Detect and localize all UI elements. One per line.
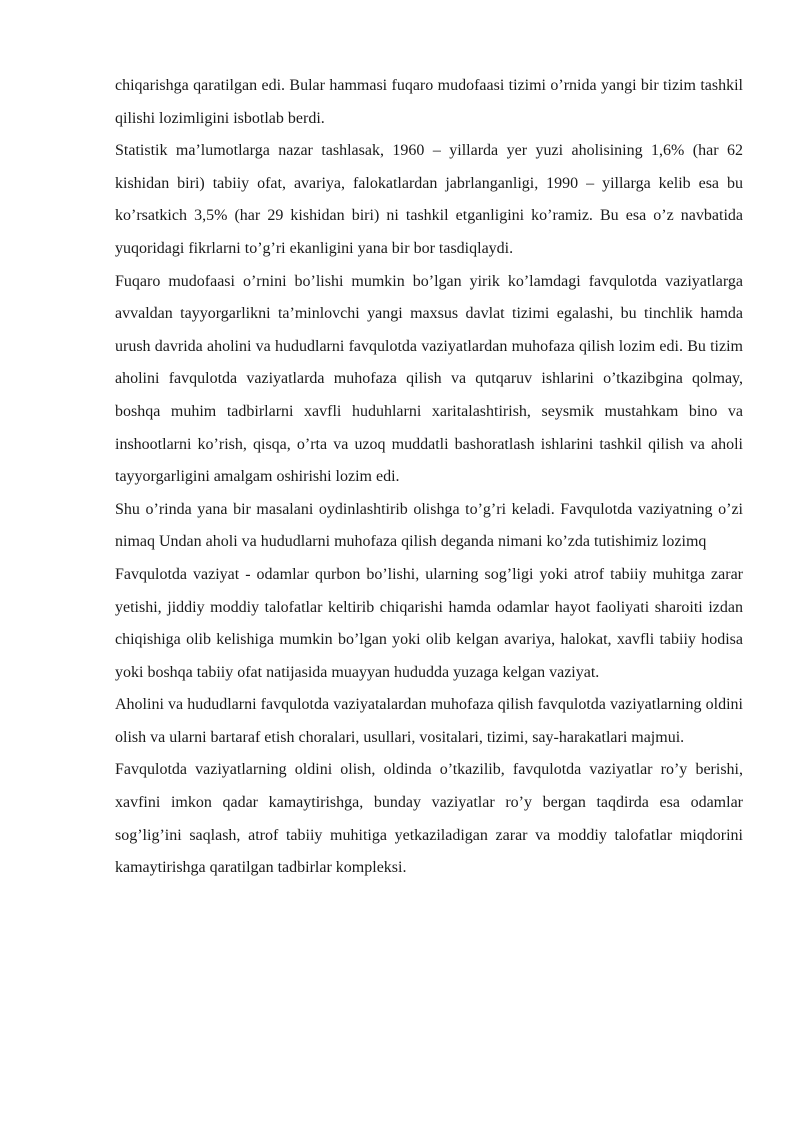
paragraph-protection-definition: Aholini va hududlarni favqulotda vaziyatalardan muhofaza qilish favqulotda vaziyatlarning oldini olish va ularni bartaraf etish choralari, usullari, vositalari, tizimi, say-harakatlari majmui.: [115, 696, 743, 746]
paragraph-continuation: chiqarishga qaratilgan edi. Bular hammasi fuqaro mudofaasi tizimi o’rnida yangi bir tizim tashkil qilishi lozimligini isbotlab berdi.: [115, 77, 743, 127]
paragraph-statistics: Statistik ma’lumotlarga nazar tashlasak, 1960 – yillarda yer yuzi aholisining 1,6% (har 62 kishidan biri) tabiiy ofat, avariya, falokatlardan jabrlanganligi, 1990 – yillarga kelib esa bu ko’rsatkich 3,5% (har 29 kishidan biri) ni tashkil etganligini ko’ramiz. Bu esa o’z navbatida yuqoridagi fikrlarni to’g’ri ekanligini yana bir bor tasdiqlaydi.: [115, 142, 743, 257]
document-body: [115, 70, 743, 885]
paragraph-new-system: Fuqaro mudofaasi o’rnini bo’lishi mumkin bo’lgan yirik ko’lamdagi favqulotda vaziyatlarga avvaldan tayyorgarlikni ta’minlovchi yangi maxsus davlat tizimi egalashi, bu tinchlik hamda urush davrida aholini va hududlarni favqulotda vaziyatlardan muhofaza qilish lozim edi. Bu tizim aholini favqulotda vaziyatlarda muhofaza qilish va qutqaruv ishlarini o’tkazibgina qolmay, boshqa muhim tadbirlarni xavfli huduhlarni xaritalashtirish, seysmik mustahkam bino va inshootlarni ko’rish, qisqa, o’rta va uzoq muddatli bashoratlash ishlarini tashkil qilish va aholi tayyorgarligini amalgam oshirishi lozim edi.: [115, 272, 743, 486]
paragraph-emergency-definition: Favqulotda vaziyat - odamlar qurbon bo’lishi, ularning sog’ligi yoki atrof tabiiy muhitga zarar yetishi, jiddiy moddiy talofatlar keltirib chiqarishi hamda odamlar hayot faoliyati sharoiti izdan chiqishiga olib kelishiga mumkin bo’lgan yoki olib kelgan avariya, halokat, xavfli tabiiy hodisa yoki boshqa tabiiy ofat natijasida muayyan hududda yuzaga kelgan vaziyat.: [115, 565, 743, 681]
paragraph-prevention-definition: Favqulotda vaziyatlarning oldini olish, oldinda o’tkazilib, favqulotda vaziyatlar ro’y berishi, xavfini imkon qadar kamaytirishga, bunday vaziyatlar ro’y bergan taqdirda esa odamlar sog’lig’ini saqlash, atrof tabiiy muhitiga yetkaziladigan zarar va moddiy talofatlar miqdorini kamaytirishga qaratilgan tadbirlar kompleksi.: [115, 761, 743, 877]
paragraph-question: Shu o’rinda yana bir masalani oydinlashtirib olishga to’g’ri keladi. Favqulotda vaziyatning o’zi nimaq Undan aholi va hududlarni muhofaza qilish deganda nimani ko’zda tutishimiz lozimq: [115, 500, 743, 551]
